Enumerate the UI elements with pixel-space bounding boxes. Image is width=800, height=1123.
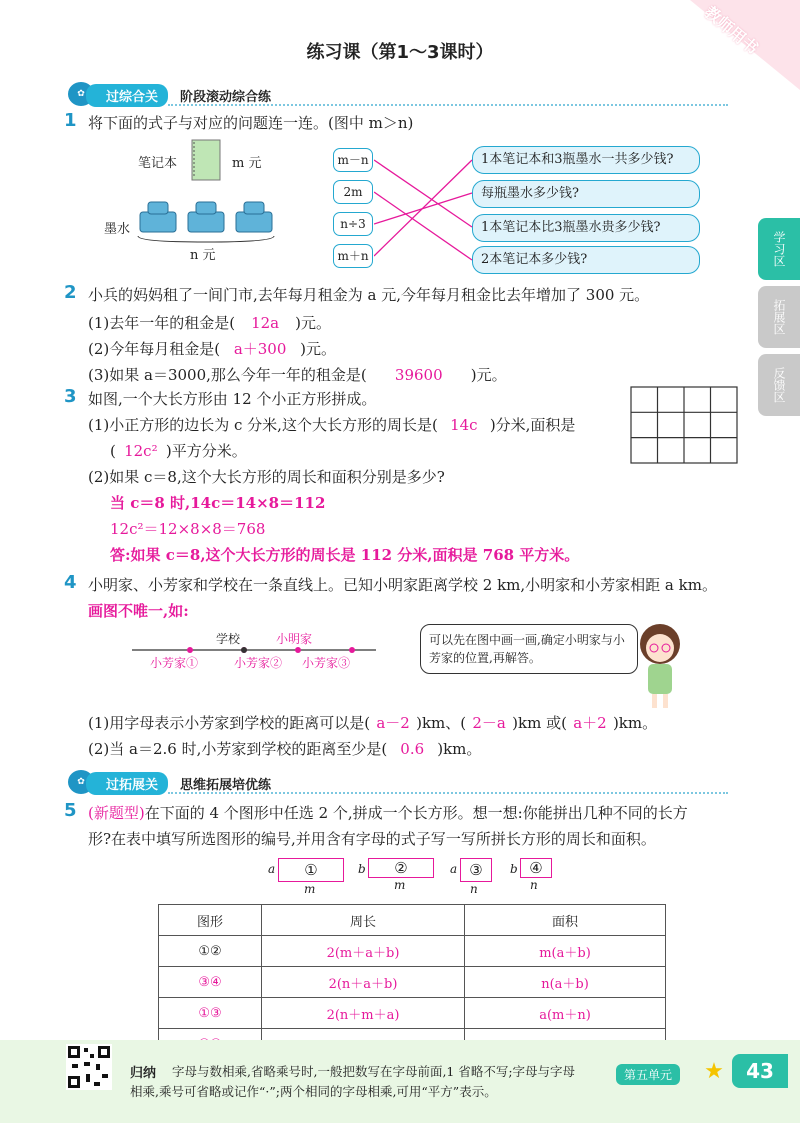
- question-text: 小兵的妈妈租了一间门市,去年每月租金为 a 元,今年每月租金比去年增加了 300 元。: [88, 286, 650, 304]
- sub-question: [88, 738, 481, 759]
- badge-icon: ✿: [68, 770, 94, 794]
- ink-bottles-icon: [132, 198, 282, 248]
- solution-line: 12c²＝12×8×8＝768: [110, 520, 266, 538]
- shape-1: ①: [278, 858, 344, 882]
- side-tab-extend[interactable]: 拓展区: [758, 286, 800, 348]
- question-text: 将下面的式子与对应的问题连一连。(图中 m＞n): [88, 114, 414, 132]
- sub-question: [88, 712, 657, 733]
- page-number: 43: [732, 1054, 788, 1088]
- cell: ①②: [159, 936, 262, 967]
- sub-question: [88, 338, 336, 359]
- question-number: 1: [64, 110, 77, 131]
- shape-4: ④: [520, 858, 552, 878]
- ink-label: 墨水: [104, 222, 131, 237]
- prompt: (1)去年一年的租金是(: [88, 314, 236, 332]
- question-number: 4: [64, 572, 77, 593]
- question-number: 2: [64, 282, 77, 303]
- summary-text: 相乘,乘号可省略或记作“·”;两个相同的字母相乘,可用“平方”表示。: [130, 1084, 497, 1099]
- table-row: [159, 998, 666, 1029]
- sub-question: [88, 312, 331, 333]
- answer: a＋300: [233, 340, 287, 358]
- notebook-label: 笔记本: [138, 156, 178, 171]
- header-cell: 周长: [262, 905, 465, 936]
- question-text: 形?在表中填写所选图形的编号,并用含有字母的式子写一写所拼长方形的周长和面积。: [88, 830, 656, 848]
- new-type-tag: (新题型): [88, 804, 145, 822]
- answer: a＋2: [573, 714, 607, 732]
- question-text: 小明家、小芳家和学校在一条直线上。已知小明家距离学校 2 km,小明家和小芳家相距 a km。: [88, 576, 717, 594]
- prompt: (1)小正方形的边长为 c 分米,这个大长方形的周长是(: [88, 416, 438, 434]
- header-cell: 面积: [465, 905, 666, 936]
- divider: [168, 104, 728, 106]
- table-header: [159, 905, 666, 936]
- question-box[interactable]: 每瓶墨水多少钱?: [472, 180, 700, 208]
- school-label: 学校: [216, 632, 241, 646]
- star-icon: ★: [704, 1059, 724, 1084]
- ming-label: 小明家: [276, 632, 313, 646]
- shape-bottom-label: m: [394, 878, 406, 892]
- unit-label: 第五单元: [616, 1064, 680, 1085]
- question-box[interactable]: 2本笔记本多少钱?: [472, 246, 700, 274]
- section-subtitle: 阶段滚动综合练: [180, 90, 272, 105]
- summary-label: 归纳: [130, 1066, 157, 1081]
- expr-box[interactable]: m－n: [333, 148, 373, 172]
- shape-2: ②: [368, 858, 434, 878]
- fang-label: 小芳家①: [150, 656, 199, 670]
- prompt-mid: )km 或(: [512, 714, 567, 732]
- summary-text: 字母与数相乘,省略乘号时,一般把数写在字母前面,1 省略不写;字母与字母: [172, 1064, 576, 1079]
- watermark-text: 教师用书: [700, 2, 762, 59]
- cell: 2(n＋a＋b): [262, 967, 465, 998]
- badge-icon: ✿: [68, 82, 94, 106]
- prompt-end: )元。: [470, 366, 507, 384]
- shape-side-label: a: [450, 862, 458, 876]
- cell: 2(m＋a＋b): [262, 936, 465, 967]
- expr-box[interactable]: n÷3: [333, 212, 373, 236]
- cell: a(m＋n): [465, 998, 666, 1029]
- prompt-end: )平方分米。: [165, 442, 247, 460]
- header-cell: 图形: [159, 905, 262, 936]
- expr-box[interactable]: m＋n: [333, 244, 373, 268]
- result-table: [158, 904, 666, 1060]
- shape-bottom-label: n: [470, 882, 478, 896]
- shape-side-label: b: [358, 862, 366, 876]
- prompt-end: )km。: [437, 740, 482, 758]
- text-line: 在下面的 4 个图形中任选 2 个,拼成一个长方形。想一想:你能拼出几种不同的长方: [144, 804, 688, 822]
- cell: ③④: [159, 967, 262, 998]
- prompt-end: )元。: [295, 314, 331, 332]
- shape-bottom-label: m: [304, 882, 316, 896]
- shape-3: ③: [460, 858, 492, 882]
- prompt: (3)如果 a＝3000,那么今年一年的租金是(: [88, 366, 367, 384]
- qr-code-icon[interactable]: [66, 1044, 112, 1090]
- question-box[interactable]: 1本笔记本和3瓶墨水一共多少钱?: [472, 146, 700, 174]
- prompt-end: )分米,面积是: [489, 416, 576, 434]
- section-bar-1: [68, 82, 728, 106]
- answer: a－2: [376, 714, 410, 732]
- prompt: (: [110, 442, 116, 460]
- question-text: 如图,一个大长方形由 12 个小正方形拼成。: [88, 390, 377, 408]
- prompt-mid: )km、(: [416, 714, 467, 732]
- answer: 39600: [394, 366, 443, 384]
- shape-side-label: b: [510, 862, 518, 876]
- notebook-icon: [188, 138, 224, 184]
- connecting-lines: [374, 140, 474, 280]
- speech-bubble: 可以先在图中画一画,确定小明家与小芳家的位置,再解答。: [420, 624, 638, 674]
- answer: 2－a: [472, 714, 506, 732]
- table-row: [159, 967, 666, 998]
- answer: 14c: [450, 416, 478, 434]
- expr-box[interactable]: 2m: [333, 180, 373, 204]
- shape-bottom-label: n: [530, 878, 538, 892]
- cell: m(a＋b): [465, 936, 666, 967]
- prompt-end: )元。: [300, 340, 336, 358]
- question-number: 3: [64, 386, 77, 407]
- question-number: 5: [64, 800, 77, 821]
- table-row: [159, 936, 666, 967]
- section-label: 过综合关: [86, 84, 168, 107]
- answer: 12c²: [124, 442, 158, 460]
- section-bar-2: [68, 770, 728, 794]
- section-label: 过拓展关: [86, 772, 168, 795]
- girl-illustration-icon: [632, 620, 688, 710]
- notebook-price: m 元: [232, 156, 262, 171]
- question-text: [88, 802, 728, 823]
- answer: 0.6: [400, 740, 425, 758]
- question-box[interactable]: 1本笔记本比3瓶墨水贵多少钱?: [472, 214, 700, 242]
- divider: [168, 792, 728, 794]
- hint: 画图不唯一,如:: [88, 602, 189, 620]
- cell: n(a＋b): [465, 967, 666, 998]
- cell: ①③: [159, 998, 262, 1029]
- page-title: 练习课（第1～3课时）: [306, 42, 494, 63]
- grid-rectangle: [630, 386, 740, 466]
- side-tab-study[interactable]: 学习区: [758, 218, 800, 280]
- section-subtitle: 思维拓展培优练: [180, 778, 272, 793]
- fang-label: 小芳家②: [234, 656, 283, 670]
- ink-price: n 元: [190, 248, 216, 263]
- cell: 2(n＋m＋a): [262, 998, 465, 1029]
- prompt-end: )km。: [612, 714, 658, 732]
- sub-question: [88, 414, 575, 435]
- shape-side-label: a: [268, 862, 276, 876]
- sub-question: [88, 364, 507, 385]
- prompt: (2)当 a＝2.6 时,小芳家到学校的距离至少是(: [88, 740, 388, 758]
- prompt: (2)今年每月租金是(: [88, 340, 221, 358]
- solution-answer: 答:如果 c＝8,这个大长方形的周长是 112 分米,面积是 768 平方米。: [110, 546, 580, 564]
- solution-line: 当 c＝8 时,14c＝14×8＝112: [110, 494, 326, 512]
- prompt: (1)用字母表示小芳家到学校的距离可以是(: [88, 714, 371, 732]
- answer: 12a: [251, 314, 280, 332]
- sub-question: (2)如果 c＝8,这个大长方形的周长和面积分别是多少?: [88, 468, 445, 486]
- fang-label: 小芳家③: [302, 656, 351, 670]
- side-tab-feedback[interactable]: 反馈区: [758, 354, 800, 416]
- sub-question: [110, 440, 247, 461]
